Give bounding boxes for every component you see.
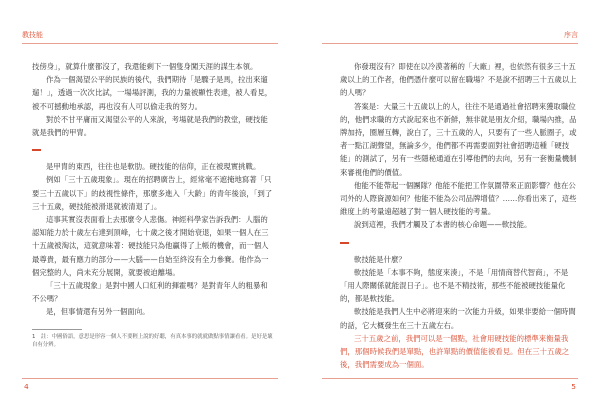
section-break-marker	[32, 149, 41, 151]
left-body-text	[32, 60, 274, 350]
left-paragraph-group-1	[32, 60, 274, 139]
section-break-marker	[340, 242, 349, 244]
paragraph: 作為一個渴望公平的民族的後代，我們期待「是驟子是馬，拉出來遛遛！」，透過一次次比試，一場場評測，我的力量被顯性表達，被人看見，被不可撼動地承認，再也沒有人可以偷走我的努力。	[32, 75, 273, 111]
left-paragraph-group-2	[32, 160, 274, 318]
paragraph: 「三十五歲現象」是對中國人口紅利的揮霍嗎？是對青年人的粗暴和不公嗎？	[32, 281, 268, 304]
paragraph: 你發現沒有？即使在以冷漠著稱的「大廠」裡，也依然有很多三十五歲以上的工作者，他們憑什麼可以留在職場？不是說不招聘三十五歲以上的人嗎？	[340, 62, 577, 98]
right-paragraph-group-1	[340, 60, 580, 232]
paragraph: 軟技能是「本事不夠，態度來湊」，不是「用情商替代智商」，不是「用人際關係就能混日子」。也不是不精技術，那些不能被硬技能量化的，都是軟技能。	[340, 267, 569, 304]
paragraph: 技傍身」，就算什麼都沒了，我還能剩下一個隻身闖天涯的謀生本領。	[32, 62, 258, 71]
paragraph: 例如「三十五歲現象」。現在的招聘廣告上，經常毫不遮掩地寫著「只要三十五歲以下」的歧視性條件，那麼多進入「大齡」的青年後浪，「到了三十五歲，硬技能被滑退就被清退了」。	[32, 175, 273, 211]
highlighted-paragraph: 三十五歲之前，我們可以是一個點，社會用硬技能的標準來衡量我們，那個時候我們是單點，也許單點的價值能被看見。但在三十五歲之後，我們需要成為一個面。	[340, 333, 570, 370]
paragraph: 軟技能是什麼？	[354, 254, 406, 264]
paragraph: 這事其實沒表面看上去那麼令人悲傷。神經科學家告訴我們：人腦的認知能力於十歲左右達到頂峰，七十歲之後才開始衰退，如果一個人在三十五歲被淘汰，這就意味著：硬技能只為他贏得了上帳的機會，而一個人最尊貴，最有應力的部分——大腦——自始至終沒有全力參賽。他作為一個完整的人，尚未充分展開，就要被迫離場。	[32, 215, 269, 277]
right-running-header: 序言	[564, 31, 578, 39]
right-page	[300, 0, 600, 406]
right-header-rule	[322, 43, 578, 44]
right-paragraph-group-2	[340, 253, 580, 332]
right-page-number: 5	[571, 382, 576, 391]
paragraph: 說到這裡，我們才觸及了本書的核心命題——軟技能。	[354, 220, 532, 230]
left-header-rule	[22, 43, 278, 44]
left-footer-rule	[22, 378, 278, 379]
footnote-rule	[32, 329, 82, 330]
left-running-header: 教技能	[22, 31, 43, 39]
paragraph: 軟技能是我們人生中必將迎來的一次能力升級，如果非要給一個時間的話，它大概發生在三十五歲左右。	[340, 307, 576, 330]
paragraph: 他能不能帶起一個團隊？他能不能把工作氛圍帶來正面影響？他在公司外的人際資源如何？他能不能為公司品牌增值？……你看出來了，這些維度上的考量遠超越了對一個人硬技能的考量。	[340, 180, 577, 217]
right-body-text	[340, 60, 580, 371]
left-page-number: 4	[24, 382, 29, 391]
paragraph: 答案是：大量三十五歲以上的人，往往不是通過社會招聘來獲取職位的，他們求職的方式說起來也不新鮮，無非就是朋友介紹，職場內推，品牌加持，圈層互轉，說白了，三十五歲的人，只要有了一些人脈圈子，或者一點江湖聲望，無論多少，他們都不再需要面對社會招聘這種「硬技能」的測試了，另有一些隱秘通道在引導他們的去向，另有一套衡量機制來審視他們的價值。	[340, 101, 577, 177]
paragraph: 是甲冑的東西，往往也是軟肋。硬技能的信仰，正在被現實挑戰。	[46, 162, 261, 172]
right-footer-rule	[322, 378, 578, 379]
footnote: 1 註：中國俗語，意思是形容一個人不要輕上說的好聽，有真本事的就就做點事情讓看看。是好是壞自有分辨。	[32, 333, 273, 349]
paragraph: 對於不甘平庸而又渴望公平的人來說，考場就是我們的教堂，硬技能就是我們的甲冑。	[32, 114, 268, 138]
paragraph: 是，但事情還有另外一個面向。	[46, 307, 150, 317]
